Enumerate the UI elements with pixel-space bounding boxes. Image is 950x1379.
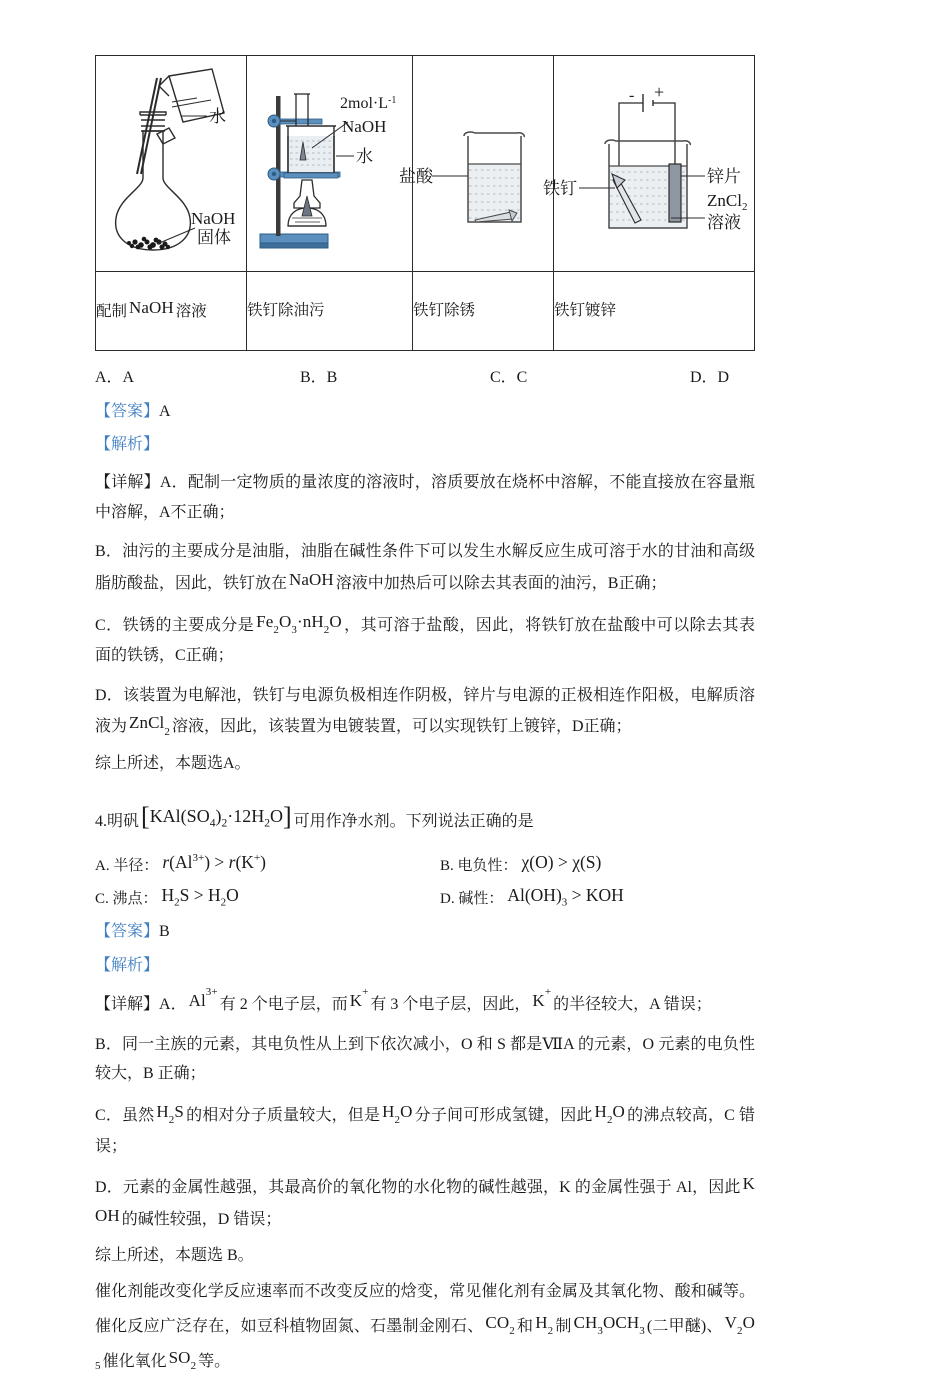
catalyst-p3: 制 [555, 1317, 572, 1335]
detail-d-formula: ZnCl$_2$ [129, 713, 170, 738]
beaker-hcl-figure [399, 56, 553, 271]
figure-label-hydrochloric-acid: 盐酸 [399, 167, 433, 186]
upper-clamp [268, 115, 322, 127]
question4-stem [95, 793, 755, 842]
q4-detail-c-f2: $H_2O$ [382, 1102, 413, 1127]
question3-detail-a [95, 468, 755, 527]
q4-detail-c-p4: 的沸点较高，C 错误； [95, 1107, 755, 1155]
detail-a-text: A．配制一定物质的量浓度的溶液时，溶质要放在烧杯中溶解，不能直接放在容量瓶中溶解，A不正确； [95, 474, 755, 521]
question4-stem-pre: 明矾 [107, 812, 140, 830]
water-bath-stand-diagram-svg [250, 56, 410, 261]
q4-detail-d-p2: 的碱性较强，D 错误； [121, 1211, 282, 1228]
figure-label-naoh-b: NaOH [341, 117, 386, 136]
q4-detail-c-p2: 的相对分子质量较大，但是 [185, 1107, 381, 1125]
detail-c-pre: C．铁锈的主要成分是 [95, 616, 255, 634]
q4-detail-c-f3: $H_2O$ [594, 1102, 625, 1127]
q4-detail-c-p1: C．虽然 [95, 1107, 155, 1125]
question3-detail-d [95, 681, 755, 743]
figure-label-iron-nail: 铁钉 [543, 179, 577, 198]
detail-tag: 【详解】 [95, 474, 160, 492]
question4-option-d[interactable] [440, 887, 745, 911]
question4-option-b[interactable] [440, 854, 745, 875]
question3-detail-b [95, 537, 755, 598]
naoh-solid-granules [127, 237, 170, 250]
option-a[interactable]: A．A [95, 369, 135, 386]
q4-detail-a-p2: 有 2 个电子层，而 [219, 996, 348, 1014]
electroplating-cell-figure [543, 56, 754, 271]
volumetric-flask-diagram-svg [99, 56, 244, 261]
figure-label-zncl2: ZnCl$_2$ [707, 191, 748, 213]
catalyst-f4: $V_2O_5$ [95, 1312, 755, 1373]
figure-label-positive-terminal: + [654, 82, 665, 102]
answer-value-q4: B [159, 922, 170, 940]
question4-answer-line [95, 920, 755, 945]
stand-base [260, 234, 328, 248]
figure-label-negative-terminal: - [629, 87, 635, 104]
table-row-figures [96, 56, 755, 272]
caption-a-post: 溶液 [175, 303, 207, 321]
question4-option-row-1 [95, 854, 755, 875]
option-c[interactable]: C．C [490, 369, 528, 386]
table-cell-figure-c [399, 56, 554, 272]
question4-option-a-formula: $r(Al^{3+}) > r(K^+)$ [162, 852, 266, 873]
water-bath-heating-figure [247, 56, 412, 271]
question4-detail-a [95, 985, 755, 1020]
question4-option-a-label: A. 半径： [95, 858, 159, 875]
question4-option-c[interactable] [95, 887, 440, 911]
hcl-beaker-diagram-svg [399, 56, 553, 261]
zinc-plate-electrode [669, 164, 681, 222]
figure-label-naoh: NaOH [190, 209, 235, 228]
volumetric-flask-naoh-figure [96, 56, 246, 271]
question4-option-b-label: B. 电负性： [440, 858, 518, 875]
question4-option-row-2 [95, 887, 755, 911]
circuit-wires [619, 103, 675, 176]
q4-detail-d-p1: D．元素的金属性越强，其最高价的氧化物的水化物的碱性越强，K 的金属性强于 Al，因此 [95, 1179, 741, 1197]
catalyst-p2: 和 [516, 1317, 534, 1335]
figure-label-zinc-plate: 锌片 [707, 167, 741, 186]
q4-detail-c-p3: 分子间可形成氢键，因此 [414, 1107, 593, 1125]
question4-detail-b: B．同一主族的元素，其电负性从上到下依次减小，O 和 S 都是ⅦA 的元素，O 元素的电负性较大，B 正确； [95, 1035, 755, 1083]
detail-b-pre: B．油污的主要成分是油脂，油脂在碱性条件下可以发生水解反应生成可溶于水的甘油和高级脂肪酸盐，因此，铁钉放在 [95, 543, 755, 592]
catalyst-p4: (二甲醚)、 [646, 1317, 723, 1335]
detail-d-post: 溶液，因此，该装置为电镀装置，可以实现铁钉上镀锌，D正确； [171, 718, 632, 736]
question4-option-b-formula: χ(O) > χ(S) [521, 852, 602, 873]
table-cell-caption-a [96, 272, 247, 351]
question3-analysis-line [95, 433, 755, 458]
question4-analysis-line [95, 954, 755, 979]
table-row-captions [96, 272, 755, 351]
question3-answer-line [95, 400, 755, 425]
analysis-tag: 【解析】 [95, 436, 160, 454]
experiment-comparison-table [95, 55, 755, 351]
electroplating-diagram-svg [543, 56, 753, 261]
catalyst-p6: 等。 [198, 1352, 231, 1370]
figure-label-water-b: 水 [355, 147, 373, 166]
question4-stem-formula: $[KAl(SO_4)_2\cdot 12H_2O]$ [141, 801, 292, 831]
question4-option-d-label: D. 碱性： [440, 891, 504, 908]
table-cell-caption-d: 铁钉镀锌 [554, 272, 755, 351]
q4-detail-a-f3: K+ [532, 985, 552, 1011]
question3-conclusion: 综上所述，本题选A。 [95, 755, 251, 773]
detail-tag-q4: 【详解】 [95, 996, 160, 1014]
q4-detail-a-f1: $Al^{3+}$ [188, 985, 218, 1011]
table-cell-figure-a [96, 56, 247, 272]
figure-label-concentration: $2mol\cdot L^{-1}$ [339, 95, 396, 112]
question4-number: 4. [95, 812, 107, 830]
question4-option-a[interactable] [95, 854, 440, 875]
detail-b-formula: NaOH [289, 569, 334, 589]
question3-detail-c [95, 609, 755, 671]
water-bath-beaker [286, 126, 336, 173]
question4-option-c-label: C. 沸点： [95, 891, 158, 908]
question4-detail-d [95, 1171, 755, 1234]
catalyst-note [95, 1276, 755, 1379]
option-d[interactable]: D．D [690, 369, 730, 386]
caption-a-pre: 配制 [96, 303, 128, 321]
question4-detail-c [95, 1099, 755, 1161]
figure-label-water: 水 [208, 107, 226, 126]
battery-symbol [643, 94, 653, 112]
catalyst-f3: $CH_3OCH_3$ [573, 1312, 645, 1338]
answer-tag: 【答案】 [95, 402, 160, 420]
analysis-tag-q4: 【解析】 [95, 956, 160, 974]
catalyst-f1: $CO_2$ [485, 1312, 515, 1338]
q4-detail-a-p1: A． [159, 996, 187, 1014]
q4-detail-c-f1: $H_2S$ [156, 1102, 184, 1127]
question4-conclusion: 综上所述，本题选 B。 [95, 1246, 254, 1264]
table-cell-caption-b: 铁钉除油污 [247, 272, 413, 351]
table-cell-figure-d [543, 56, 755, 272]
catalyst-f2: $H_2$ [535, 1312, 554, 1338]
q4-detail-a-p3: 有 3 个电子层，因此， [370, 996, 531, 1014]
question4-option-d-formula: $Al(OH)_3$ > KOH [507, 885, 624, 909]
q4-detail-d-f1: KOH [95, 1174, 755, 1225]
option-b[interactable]: B．B [300, 369, 338, 386]
catalyst-p1: 催化剂能改变化学反应速率而不改变反应的焓变，常见催化剂有金属及其氧化物、酸和碱等。催化反应广泛存在，如豆科植物固氮、石墨制金刚石、 [95, 1283, 755, 1335]
table-cell-figure-b [247, 56, 413, 272]
q4-detail-a-f2: K+ [349, 985, 369, 1011]
page-content [95, 55, 755, 1379]
caption-a-formula: NaOH [129, 298, 174, 318]
detail-c-formula: $Fe_2O_3\cdot nH_2O$ [256, 611, 342, 636]
question4-option-c-formula: $H_2S > H_2O$ [161, 885, 239, 909]
answer-tag-q4: 【答案】 [95, 922, 160, 940]
q4-detail-a-p4: 的半径较大，A 错误； [553, 996, 712, 1014]
question3-options-row [95, 365, 755, 391]
answer-value: A [159, 402, 171, 420]
hcl-beaker [464, 132, 524, 222]
figure-label-solid: 固体 [196, 228, 231, 247]
catalyst-f5: $SO_2$ [168, 1347, 197, 1373]
detail-b-post: 溶液中加热后可以除去其表面的油污，B正确； [335, 574, 667, 592]
figure-label-solution: 溶液 [707, 213, 741, 232]
question4-stem-post: 可用作净水剂。下列说法正确的是 [293, 812, 534, 830]
detail-d-pre: D．该装置为电解池，铁钉与电源负极相连作阴极，锌片与电源的正极相连作阳极，电解质溶液为 [95, 686, 755, 736]
question4-options [95, 854, 755, 911]
table-cell-caption-c: 铁钉除锈 [413, 272, 554, 351]
detail-c-post: ，其可溶于盐酸，因此，将铁钉放在盐酸中可以除去其表面的铁锈，C正确； [95, 616, 755, 665]
catalyst-p5: 催化氧化 [102, 1352, 167, 1370]
